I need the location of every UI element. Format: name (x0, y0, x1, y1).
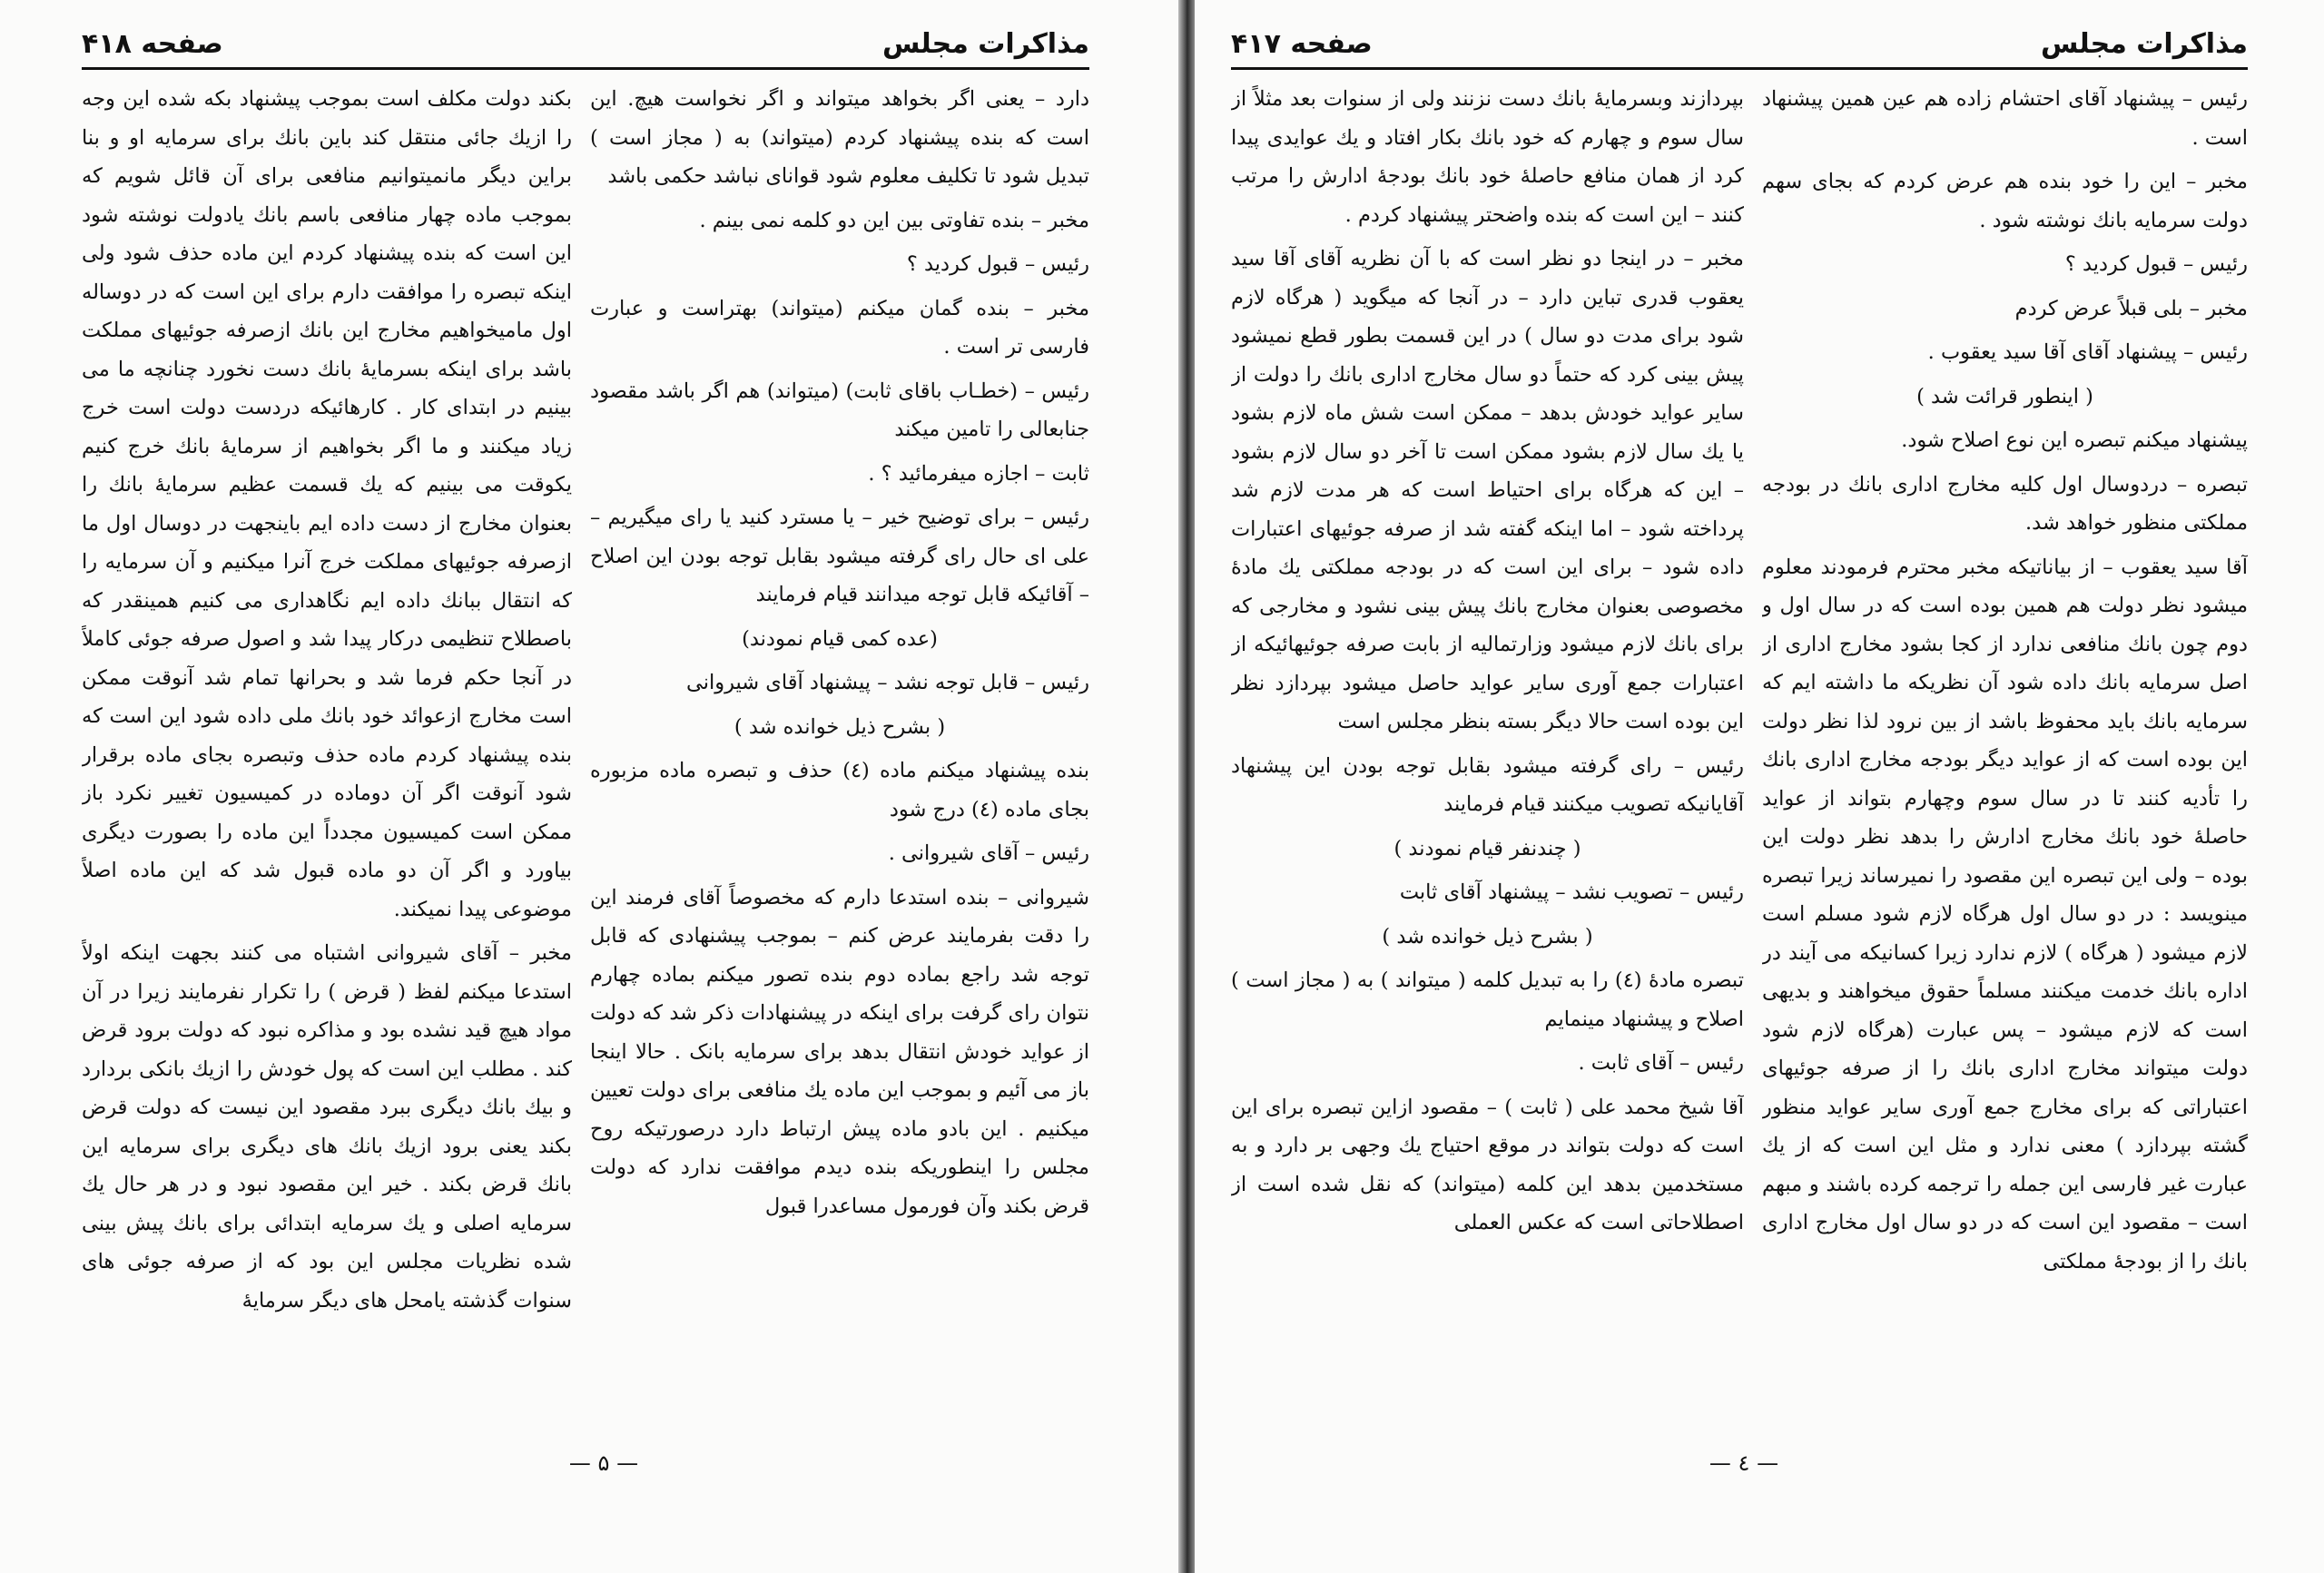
paragraph: بنده پیشنهاد میکنم ماده (٤) حذف و تبصره ماده مزبوره بجای ماده (٤) درج شود (590, 759, 1089, 821)
text-column-left (1231, 80, 1744, 1478)
paragraph: پیشنهاد میکنم تبصره این نوع اصلاح شود. (1901, 428, 2248, 452)
paragraph: ( بشرح ذیل خوانده شد ) (1382, 924, 1593, 949)
paragraph: رئیس – پیشنهاد آقای احتشام زاده هم عین همین پیشنهاد است . (1762, 87, 2248, 150)
paragraph: ( اینطور قرائت شد ) (1916, 384, 2093, 408)
text-column-right (590, 80, 1089, 1478)
paragraph: مخبر – بلی قبلاً عرض کردم (2014, 296, 2248, 320)
book-gutter (1178, 0, 1195, 1573)
paragraph: مخبر – آقای شیروانی اشتباه می کنند بجهت اینکه اولاً استدعا میکنم لفظ ( قرض ) را تکرار نفرمایند زیرا در آن مواد هیچ قید نشده بود و مذاکره نبود که دولت برود قرض کند . مطلب این است که پول خودش را ازیك بانکی بردارد و بیك بانك دیگری ببرد مقصود این نیست که دولت قرض بکند یعنی برود ازیك بانك های دیگری برای سرمایه این بانك قرض بکند . خیر این مقصود نبود و در هر حال یك سرمایه اصلی و یك سرمایه ابتدائی برای بانك پیش بینی شده نظریات مجلس این بود که از صرفه جوئی های سنوات گذشته یامحل های دیگر سرمایهٔ (82, 941, 572, 1312)
paragraph: بکند دولت مکلف است بموجب پیشنهاد بکه شده این وجه را ازیك جائی منتقل کند باین بانك برای سرمایه او و بنا براین دیگر مانمیتوانیم منافعی برای آن قائل شویم که بموجب ماده چهار منافعی باسم بانك یادولت نوشته شود این است که بنده پیشنهاد کردم این ماده حذف شود ولی اینکه تبصره را موافقت دارم برای این است که در دوساله اول مامیخواهیم مخارج این بانك ازصرفه جوئیهای مملکت باشد برای اینکه بسرمایهٔ بانك دست نخورد چنانچه ما می بینیم در ابتدای کار . کارهائیکه دردست دولت است خرج زیاد میکنند و ما اگر بخواهیم از سرمایهٔ بانك خرج کنیم یکوقت می بینیم که یك قسمت عظیم سرمایهٔ بانك را بعنوان مخارج از دست داده ایم باینجهت در دوسال اول ما ازصرفه جوئیهای مملکت خرج آنرا میکنیم و آن سرمایه را که انتقال ببانك داده ایم نگاهداری می کنیم همینقدر که باصطلاح تنظیمی درکار پیدا شد و اصول صرفه جوئی کاملاً در آنجا حکم فرما شد و بحرانها تمام شد آنوقت ممکن است مخارج ازعوائد خود بانك ملی داده شود این است که بنده پیشنهاد کردم ماده حذف وتبصره بجای ماده برقرار شود آنوقت اگر آن دوماده در کمیسیون تغییر نکرد باز ممکن است کمیسیون مجدداً این ماده را بصورت دیگری بیاورد و اگر آن دو ماده قبول شد که این ماده اصلاً موضوعی پیدا نمیکند. (82, 87, 572, 921)
paragraph: تبصره – دردوسال اول کلیه مخارج اداری بانك در بودجه مملکتی منظور خواهد شد. (1762, 472, 2248, 535)
page-header (1231, 20, 2248, 67)
paragraph: مخبر – بنده تفاوتی بین این دو کلمه نمی بینم . (699, 208, 1089, 232)
paragraph: (عده کمی قیام نمودند) (742, 626, 938, 651)
header-title: مذاکرات مجلس (881, 27, 1089, 60)
paragraph: ثابت – اجازه میفرمائید ؟ . (868, 461, 1089, 486)
paragraph: مخبر – بنده گمان میکنم (میتواند) بهتراست و عبارت فارسی تر است . (590, 296, 1089, 359)
paragraph: تبصره مادهٔ (٤) را به تبدیل کلمه ( میتواند ) به ( مجاز است ) اصلاح و پیشنهاد مینمایم (1231, 968, 1744, 1031)
paragraph: رئیس – رای گرفته میشود بقابل توجه بودن این پیشنهاد آقایانیکه تصویب میکنند قیام فرمایند (1231, 753, 1744, 816)
paragraph: شیروانی – بنده استدعا دارم که مخصوصاً آقای فرمند این را دقت بفرمایند عرض کنم – بموجب پیشنهادی که قابل توجه شد راجع بماده دوم بنده تصور میکنم بماده چهارم نتوان رای گرفت برای اینکه در پیشنهادات ذکر شد که دولت از عواید خودش انتقال بدهد برای سرمایه بانک . حالا اینجا باز می آئیم و بموجب این ماده یك منافعی برای دولت تعیین میکنیم . این بادو ماده پیش ارتباط دارد درصورتیکه روح مجلس را اینطوریکه بنده دیدم موافقت ندارد که دولت قرض بکند وآن فورمول مساعدرا قبول (590, 885, 1089, 1218)
header-rule (82, 67, 1089, 70)
header-rule (1231, 67, 2248, 70)
paragraph: رئیس – پیشنهاد آقای آقا سید یعقوب . (1927, 340, 2248, 364)
paragraph: ( بشرح ذیل خوانده شد ) (734, 714, 946, 739)
paragraph: ( چندنفر قیام نمودند ) (1393, 836, 1581, 860)
header-page-number: صفحه ۴۱۸ (82, 27, 223, 60)
paragraph: مخبر – در اینجا دو نظر است که با آن نظریه آقای آقا سید یعقوب قدری تباین دارد – در آنجا که میگوید ( هرگاه لازم شود برای مدت دو سال ) در این قسمت بطور قطع نمیشود پیش بینی کرد که حتماً دو سال مخارج اداری بانك را دولت از سایر عواید خودش بدهد – ممکن است شش ماه لازم بشود یا یك سال لازم بشود ممکن است تا آخر دو سال لازم بشود – این که هرگاه برای احتیاط است که هر مدت لازم شد پرداخته شود – اما اینکه گفته شد از صرفه جوئیهای اعتبارات داده شود – برای این است که در بودجه مملکتی یك مادهٔ مخصوصی بعنوان مخارج بانك پیش بینی نشود و مخارجی که برای بانك لازم میشود وزارتمالیه از بابت صرفه جوئیهائیکه از اعتبارات جمع آوری سایر عواید حاصل میشود بپردازد نظر این بوده است حالا دیگر بسته بنظر مجلس است (1231, 247, 1744, 733)
paragraph: رئیس – آقای ثابت . (1578, 1051, 1744, 1075)
paragraph: آقا شیخ محمد علی ( ثابت ) – مقصود ازاین تبصره برای این است که دولت بتواند در موقع احتیاج یك وجهی بر دارد و به مستخدمین بدهد این کلمه (میتواند) که نقل شده است از اصطلاحاتی است که عکس العملی (1231, 1095, 1744, 1234)
paragraph: رئیس – قابل توجه نشد – پیشنهاد آقای شیروانی (685, 671, 1089, 694)
page-417 (1195, 0, 2324, 1573)
paragraph: مخبر – این را خود بنده هم عرض کردم که بجای سهم دولت سرمایه بانك نوشته شود . (1762, 170, 2248, 232)
paragraph: رئیس – برای توضیح خیر – یا مسترد کنید یا رای میگیریم – علی ای حال رای گرفته میشود بقابل توجه بودن این اصلاح – آقائیکه قابل توجه میدانند قیام فرمایند (590, 506, 1089, 606)
header-title: مذاکرات مجلس (2040, 27, 2248, 60)
paragraph: رئیس – (خطـاب باقای ثابت) (میتواند) هم اگر باشد مقصود جنابعالی را تامین میکند (590, 379, 1089, 441)
paragraph: دارد – یعنی اگر بخواهد میتواند و اگر نخواست هیچ. این است که بنده پیشنهاد کردم (میتواند) به ( مجاز است ) تبدیل شود تا تکلیف معلوم شود قوانای نباشد حکمی باشد (590, 87, 1089, 188)
text-column-right (1762, 80, 2248, 1478)
paragraph: رئیس – قبول کردید ؟ (2064, 252, 2248, 276)
text-column-left (82, 80, 572, 1478)
paragraph: رئیس – آقای شیروانی . (888, 841, 1089, 865)
paragraph: رئیس – تصویب نشد – پیشنهاد آقای ثابت (1399, 880, 1744, 904)
paragraph: آقا سید یعقوب – از بیاناتیکه مخبر محترم فرمودند معلوم میشود نظر دولت هم همین بوده است که در سال اول و دوم چون بانك منافعی ندارد از کجا بشود مخارج اداری از اصل سرمایه بانك داده شود آن نظریکه ما داشته ایم که سرمایه بانك باید محفوظ باشد از بین نرود لذا نظر دولت این بوده است که از عواید دیگر بودجه مخارج اداری بانك را تأدیه کنند تا در سال سوم وچهارم بتواند از عواید حاصلهٔ خود بانك مخارج ادارش را بدهد نظر دولت این بوده – ولی این تبصره این مقصود را نمیرساند زیرا تبصره مینویسد : در دو سال اول هرگاه لازم شود مسلم است لازم میشود ( هرگاه ) لازم ندارد زیرا کسانیکه می آیند در اداره بانك خدمت میکنند مسلماً حقوق میخواهند و بدیهی است که لازم میشود – پس عبارت (هرگاه لازم شود دولت میتواند مخارج اداری بانك را از صرفه جوئیهای اعتباراتی که برای مخارج جمع آوری سایر عواید منظور گشته بپردازد ) معنی ندارد و مثل این است که از یك عبارت غیر فارسی این جمله را ترجمه کرده باشند و مبهم است – مقصود این است که در دو سال اول مخارج اداری بانك را از بودجهٔ مملکتی (1762, 555, 2248, 1273)
paragraph: بپردازند وبسرمایهٔ بانك دست نزنند ولی از سنوات بعد مثلاً از سال سوم و چهارم که خود بانك بکار افتاد و یك عوایدی پیدا کرد از همان منافع حاصلهٔ خود بانك بودجهٔ ادارش را مرتب کنند – این است که بنده واضحتر پیشنهاد کردم . (1231, 87, 1744, 227)
page-footer-number: — ٤ — (1709, 1450, 1779, 1476)
page-footer-number: — ۵ — (568, 1450, 639, 1476)
paragraph: رئیس – قبول کردید ؟ (906, 252, 1089, 276)
header-page-number: صفحه ۴۱۷ (1231, 27, 1373, 60)
page-header (82, 20, 1089, 67)
